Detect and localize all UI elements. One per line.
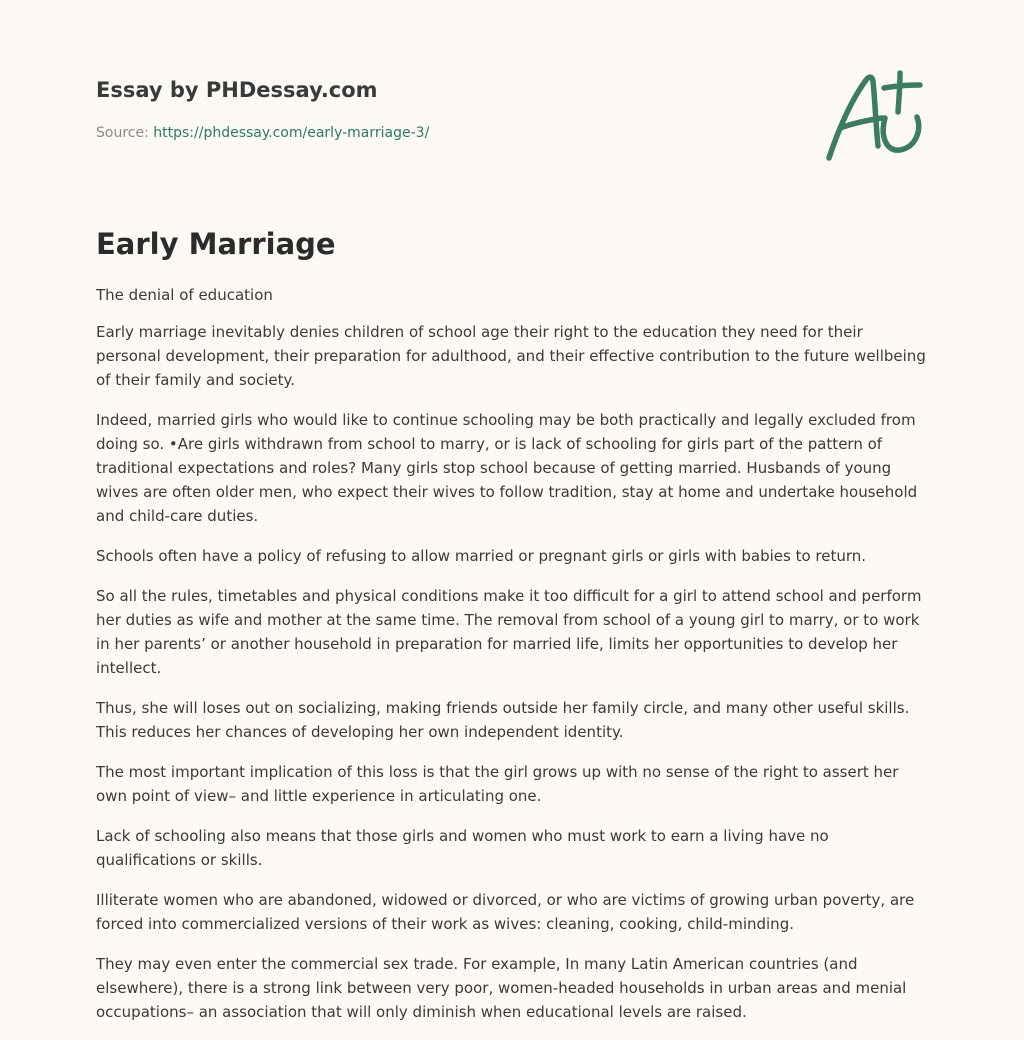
a-plus-grade-icon [820, 66, 930, 166]
source-line [96, 122, 796, 144]
page-header [96, 74, 796, 144]
essay-paragraph: Early marriage inevitably denies children of school age their right to the education they need for their personal development, their preparation for adulthood, and their effective contribution to the future wellbeing of their family and society. [96, 323, 926, 389]
essay-paragraph: Lack of schooling also means that those girls and women who must work to earn a living have no qualifications or skills. [96, 827, 829, 869]
essay-paragraph: Thus, she will loses out on socializing, making friends outside her family circle, and many other useful skills. This reduces her chances of developing her own independent identity. [96, 699, 910, 741]
essay-paragraph: The most important implication of this loss is that the girl grows up with no sense of the right to assert her own point of view– and little experience in articulating one. [96, 763, 899, 805]
brand-title: Essay by PHDessay.com [96, 78, 378, 102]
essay-title: Early Marriage [96, 227, 336, 261]
essay-paragraph: Indeed, married girls who would like to continue schooling may be both practically and legally excluded from doing so. •Are girls withdrawn from school to marry, or is lack of schooling for girls part of the pattern of traditional expectations and roles? Many girls stop school because of getting married. Husbands of young wives are often older men, who expect their wives to follow tradition, stay at home and undertake household and child-care duties. [96, 411, 918, 525]
essay-paragraph: So all the rules, timetables and physical conditions make it too difficult for a girl to attend school and perform her duties as wife and mother at the same time. The removal from school of a young girl to marry, or to work in her parents’ or another household in preparation for married life, limits her opportunities to develop her intellect. [96, 587, 922, 677]
essay-subtitle: The denial of education [96, 286, 273, 304]
essay-paragraph: Illiterate women who are abandoned, widowed or divorced, or who are victims of growing urban poverty, are forced into commercialized versions of their work as wives: cleaning, cooking, child-minding. [96, 891, 915, 933]
essay-body [96, 283, 931, 1040]
essay-paragraph: They may even enter the commercial sex trade. For example, In many Latin American countries (and elsewhere), there is a strong link between very poor, women-headed households in urban areas and menial occupations– an association that will only diminish when educational levels are raised. [96, 955, 907, 1021]
source-label: Source: [96, 125, 154, 141]
essay-paragraph: Schools often have a policy of refusing to allow married or pregnant girls or girls with babies to return. [96, 547, 867, 565]
source-link[interactable]: https://phdessay.com/early-marriage-3/ [153, 125, 430, 141]
